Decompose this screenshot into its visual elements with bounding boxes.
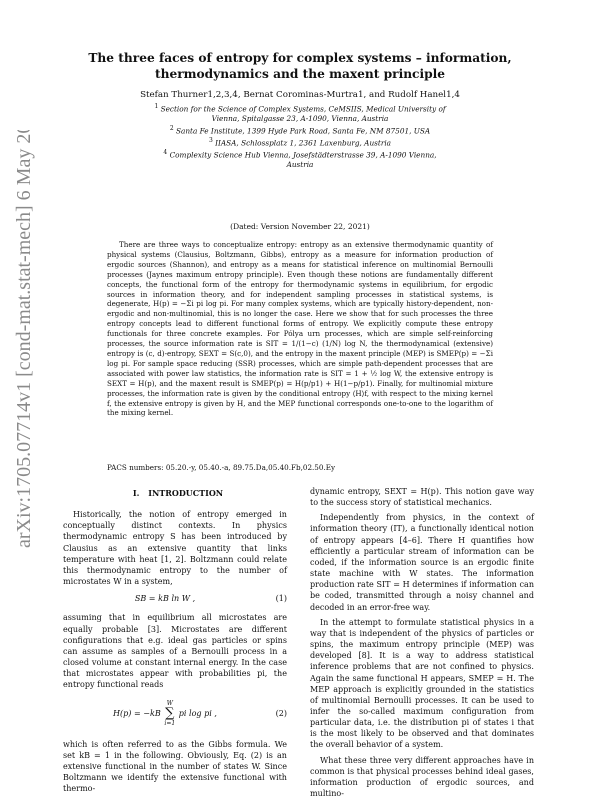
affiliation-num: 1 — [154, 103, 159, 110]
affiliations — [150, 102, 450, 169]
pacs-numbers: PACS numbers: 05.20.-y, 05.40.-a, 89.75.Da,05.40.Fb,02.50.Ey — [107, 463, 336, 472]
equation-number: (2) — [275, 708, 287, 718]
affiliation-num: 2 — [169, 124, 174, 132]
affiliation-text: Santa Fe Institute, 1399 Hyde Park Road, Santa Fe, NM 87501, USA — [175, 126, 431, 136]
affiliation-num: 4 — [163, 148, 168, 156]
affiliation-1 — [150, 102, 450, 124]
sum-lower-limit: i=1 — [164, 719, 176, 727]
affiliation-4 — [150, 148, 450, 170]
section-number: I. — [132, 488, 140, 498]
affiliation-text: Section for the Science of Complex Systems, CeMSIIS, Medical University of Vienna, Spitalgasse 23, A-1090, Vienna, Austria — [160, 104, 446, 124]
sum-upper-limit: W — [166, 699, 173, 707]
paragraph: assuming that in equilibrium all microstates are equally probable [3]. Microstates are different configurations that e.g. ideal gas particles or spins can assume as samples of a Bernoulli process in a closed volume at constant internal energy. In the case that microstates appear with probabilities pi, the entropy functional reads — [63, 613, 287, 690]
arxiv-identifier-sidebar — [2, 130, 42, 550]
left-column — [63, 488, 287, 798]
paragraph: In the attempt to formulate statistical physics in a way that is independent of the physics of particles or spins, the maximum entropy principle (MEP) was developed [8]. It is a way to address statistical inference problems that are not confined to physics. Again the same functional H appears, SMEP = H. The MEP approach is explicitly grounded in the statistics of multinomial Bernoulli processes. It can be used to infer the so-called maximum configuration from particular data, i.e. the distribution pi of states i that is the most likely to be observed and that dominates the overall behavior of a system. — [310, 617, 534, 750]
arxiv-id-rotated — [2, 130, 42, 550]
paragraph: which is often referred to as the Gibbs formula. We set kB = 1 in the following. Obviously, Eq. (2) is an extensive functional in the number of states W. Since Boltzmann we identify the extensive functional with thermo- — [63, 739, 287, 794]
paragraph: Historically, the notion of entropy emerged in conceptually distinct contexts. In physics thermodynamic entropy S has been introduced by Clausius as an extensive quantity that links temperature with heat [1, 2]. Boltzmann could relate this thermodynamic entropy to the number of microstates W in a system, — [63, 510, 287, 587]
equation-formula: SB = kB ln W , — [134, 594, 196, 604]
equation-2 — [63, 697, 287, 731]
affiliation-text: IIASA, Schlossplatz 1, 2361 Laxenburg, Austria — [215, 138, 392, 148]
paragraph: Independently from physics, in the context of information theory (IT), a functionally identical notion of entropy appears [4–6]. There H quantifies how efficiently a particular stream of information can be coded, if the information source is an ergodic finite state machine with W states. The information production rate SIT = H determines if information can be coded, transmitted through a noisy channel and decoded in an error-free way. — [310, 513, 534, 612]
affiliation-num: 3 — [208, 136, 213, 144]
equation-1 — [63, 593, 287, 604]
section-heading — [63, 488, 287, 499]
author-list: Stefan Thurner1,2,3,4, Bernat Corominas-Murtra1, and Rudolf Hanel1,4 — [140, 90, 460, 100]
paragraph: dynamic entropy, SEXT = H(p). This notion gave way to the success story of statistical mechanics. — [310, 487, 534, 508]
equation-lhs: H(p) = −kB — [113, 708, 161, 718]
paper-title: The three faces of entropy for complex systems – information, thermodynamics and the maxent principle — [88, 51, 512, 81]
affiliation-text: Complexity Science Hub Vienna, Josefstädterstrasse 39, A-1090 Vienna, Austria — [169, 150, 437, 169]
paragraph: What these three very different approaches have in common is that physical processes behind ideal gases, information production of ergodic sources, and multino- — [310, 755, 534, 799]
abstract: There are three ways to conceptualize entropy: entropy as an extensive thermodynamic quantity of physical systems (Clausius, Boltzmann, Gibbs), entropy as a measure for information production of ergodic sources (Shannon), and entropy as a means for statistical inference on multinomial Bernoulli processes (Jaynes maximum entropy principle). Even though these notions are fundamentally different concepts, the functional form of the entropy for thermodynamic systems in equilibrium, for ergodic sources in information theory, and for independent sampling processes in statistical systems, is degenerate, H(p) = −Σi pi log pi. For many complex systems, which are typically history-dependent, non-ergodic and non-multinomial, this is no longer the case. Here we show that for such processes the three entropy concepts lead to different functional forms of entropy. We explicitly compute these entropy functionals for three concrete examples. For Pólya urn processes, which are simple self-reinforcing processes, the source information rate is SIT = 1/(1−c) (1/N) log N, the thermodynamical (extensive) entropy is (c, d)-entropy, SEXT = S(c,0), and the entropy in the maxent principle (MEP) is SMEP(p) = −Σi log pi. For sample space reducing (SSR) processes, which are simple path-dependent processes that are associated with power law statistics, the information rate is SIT = 1 + ½ log W, the extensive entropy is SEXT = H(p), and the maxent result is SMEP(p) = H(p/p1) + H(1−p/p1). Finally, for multinomial mixture processes, the information rate is given by the conditional entropy ⟨H⟩f, with respect to the mixing kernel f, the extensive entropy is given by H, and the MEP functional corresponds one-to-one to the logarithm of the mixing kernel. — [107, 240, 493, 418]
section-title: INTRODUCTION — [148, 488, 224, 498]
equation-formula — [63, 700, 267, 728]
date-line: (Dated: Version November 22, 2021) — [230, 222, 370, 231]
equation-number: (1) — [275, 594, 287, 604]
right-column — [310, 486, 534, 803]
affiliation-3 — [150, 136, 450, 148]
summation-symbol: W ∑ i=1 — [164, 699, 176, 727]
equation-rhs: pi log pi , — [178, 708, 217, 718]
arxiv-id-text: arXiv:1705.07714v1 [cond-mat.stat-mech] 6 May 2017 — [13, 130, 35, 548]
affiliation-2 — [150, 124, 450, 136]
